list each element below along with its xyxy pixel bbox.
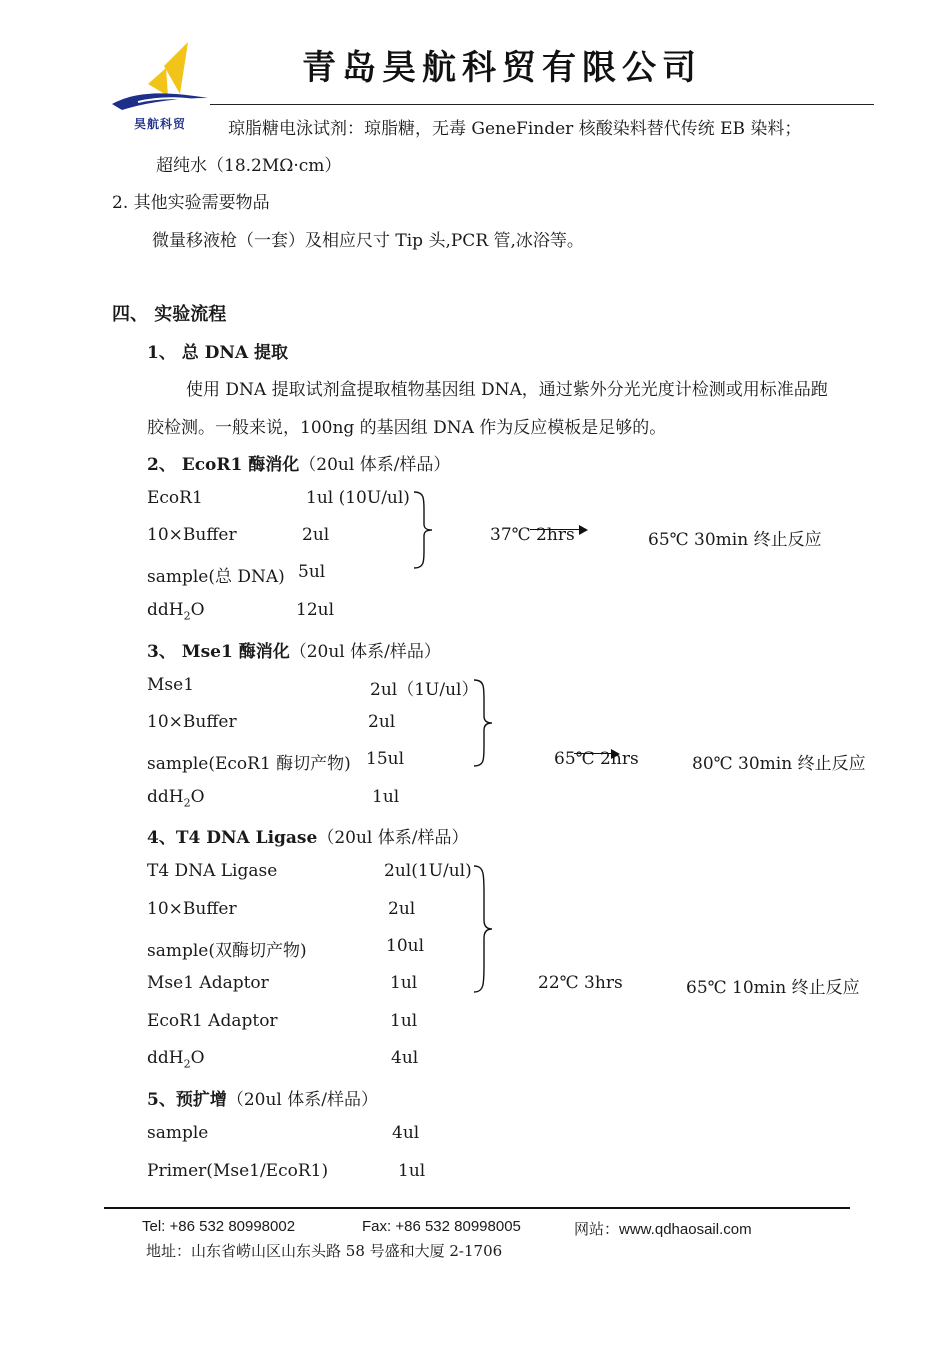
- step2-title: 2、 EcoR1 酶消化: [147, 455, 300, 475]
- step4-row-name: EcoR1 Adaptor: [147, 1011, 278, 1031]
- other-items-text: 微量移液枪（一套）及相应尺寸 Tip 头,PCR 管,冰浴等。: [152, 231, 584, 251]
- header-divider: [210, 104, 874, 105]
- step4-condition: 22℃ 3hrs: [538, 973, 623, 993]
- footer-web-label: 网站：: [574, 1220, 620, 1238]
- step3-row-amount: 2ul（1U/ul）: [370, 680, 479, 700]
- footer-tel: Tel: +86 532 80998002: [142, 1218, 296, 1235]
- step4-row-name: sample(双酶切产物): [147, 941, 307, 961]
- step4-brace-icon: [470, 864, 494, 994]
- step5-title: 5、预扩增: [147, 1090, 227, 1110]
- step3-row-amount: 2ul: [368, 712, 396, 732]
- step2-row-amount: 1ul (10U/ul): [306, 488, 410, 508]
- step4-row-amount: 4ul: [391, 1048, 419, 1068]
- step3-condition: 65℃ 2hrs: [554, 749, 639, 769]
- footer-address: 地址：山东省崂山区山东头路 58 号盛和大厦 2-1706: [146, 1242, 503, 1260]
- step3-title: 3、 Mse1 酶消化: [147, 642, 290, 662]
- step2-title-suffix: （20ul 体系/样品）: [299, 455, 451, 475]
- step2-row-name: ddH$_2$O: [147, 600, 205, 623]
- step4-row-amount: 2ul: [388, 899, 416, 919]
- footer-website: [574, 1218, 752, 1239]
- step4-row-name: Mse1 Adaptor: [147, 973, 269, 993]
- step3-title-suffix: （20ul 体系/样品）: [289, 642, 441, 662]
- company-name: 青岛昊航科贸有限公司: [302, 48, 702, 88]
- footer-web-link[interactable]: www.qdhaosail.com: [619, 1221, 752, 1238]
- section-title: 四、 实验流程: [112, 304, 227, 325]
- step3-row-amount: 1ul: [372, 787, 400, 807]
- footer-divider: [104, 1207, 850, 1209]
- step4-row-name: 10×Buffer: [147, 899, 237, 919]
- step3-row-name: ddH$_2$O: [147, 787, 205, 810]
- step2-row-name: sample(总 DNA): [147, 567, 285, 587]
- other-items-title: 2. 其他实验需要物品: [112, 193, 270, 213]
- step4-title-suffix: （20ul 体系/样品）: [317, 828, 469, 848]
- step5-row-amount: 1ul: [398, 1161, 426, 1181]
- step2-brace-icon: [410, 490, 434, 570]
- logo-text: 昊航科贸: [134, 117, 187, 131]
- step5-row-name: sample: [147, 1123, 209, 1143]
- step1-title: 1、 总 DNA 提取: [147, 343, 289, 363]
- step2-row-amount: 2ul: [302, 525, 330, 545]
- step1-text-1: 使用 DNA 提取试剂盒提取植物基因组 DNA，通过紫外分光光度计检测或用标准品跑: [186, 380, 828, 400]
- step3-stop: 80℃ 30min 终止反应: [692, 754, 866, 774]
- step4-row-amount: 1ul: [390, 1011, 418, 1031]
- step2-row-amount: 12ul: [296, 600, 335, 620]
- step4-heading: [147, 823, 468, 848]
- step5-row-amount: 4ul: [392, 1123, 420, 1143]
- step4-stop: 65℃ 10min 终止反应: [686, 978, 860, 998]
- step2-arrow-icon: [530, 529, 586, 530]
- agarose-reagent-line: 琼脂糖电泳试剂：琼脂糖，无毒 GeneFinder 核酸染料替代传统 EB 染料；: [228, 119, 802, 139]
- pure-water-line: 超纯水（18.2MΩ·cm）: [156, 156, 342, 176]
- step3-row-name: 10×Buffer: [147, 712, 237, 732]
- step5-title-suffix: （20ul 体系/样品）: [226, 1090, 378, 1110]
- step2-row-name: 10×Buffer: [147, 525, 237, 545]
- footer-fax: Fax: +86 532 80998005: [362, 1218, 521, 1235]
- step4-row-amount: 2ul(1U/ul): [384, 861, 472, 881]
- step3-brace-icon: [470, 678, 494, 768]
- step5-row-name: Primer(Mse1/EcoR1): [147, 1161, 329, 1181]
- step2-stop: 65℃ 30min 终止反应: [648, 530, 822, 550]
- step3-arrow-icon: [574, 753, 618, 754]
- step5-heading: [147, 1085, 378, 1110]
- step3-row-amount: 15ul: [366, 749, 405, 769]
- step4-row-name: ddH$_2$O: [147, 1048, 205, 1071]
- step2-condition: 37℃ 2hrs: [490, 525, 575, 545]
- step4-title: 4、T4 DNA Ligase: [147, 828, 318, 848]
- step4-row-amount: 1ul: [390, 973, 418, 993]
- step2-heading: [147, 450, 450, 475]
- step4-row-amount: 10ul: [386, 936, 425, 956]
- step2-row-amount: 5ul: [298, 562, 326, 582]
- step3-heading: [147, 637, 441, 662]
- step2-row-name: EcoR1: [147, 488, 203, 508]
- step4-row-name: T4 DNA Ligase: [147, 861, 278, 881]
- step1-text-2: 胶检测。一般来说，100ng 的基因组 DNA 作为反应模板是足够的。: [147, 418, 667, 438]
- step3-row-name: Mse1: [147, 675, 195, 695]
- step3-row-name: sample(EcoR1 酶切产物): [147, 754, 351, 774]
